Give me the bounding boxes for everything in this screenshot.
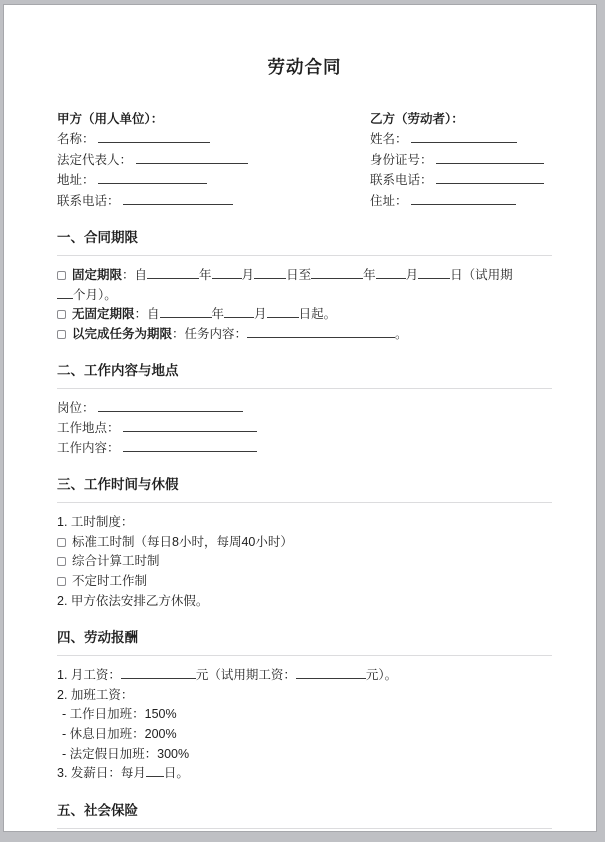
overtime-restday-row: - 休息日加班：200% — [62, 726, 177, 741]
text-run: ：自 — [134, 307, 160, 322]
parties-section — [57, 109, 552, 211]
blank-line — [254, 267, 286, 279]
section-divider — [57, 255, 552, 256]
payday-row — [57, 764, 552, 784]
field-label: 名称： — [57, 132, 95, 147]
text-run: 元）。 — [365, 668, 398, 683]
text-run: 3. 发薪日：每月 — [57, 766, 146, 781]
field-row-work-location — [57, 419, 552, 439]
text-run: 年 — [211, 307, 225, 322]
text-run: 元（试用期工资： — [195, 668, 296, 683]
blank-line — [147, 267, 199, 279]
section-work-content — [57, 362, 552, 458]
standard-hours-option — [57, 533, 552, 553]
section-divider — [57, 828, 552, 829]
blank-line — [123, 193, 233, 205]
document-page — [3, 4, 597, 832]
field-row-work-content — [57, 439, 552, 459]
blank-line — [411, 193, 516, 205]
blank-line — [212, 267, 242, 279]
text-run: ：任务内容： — [172, 326, 248, 341]
blank-line — [160, 306, 212, 318]
overtime-holiday-row: - 法定假日加班：300% — [62, 746, 190, 761]
option-label: 无固定期限 — [72, 307, 135, 322]
blank-line — [411, 131, 517, 143]
blank-line — [296, 667, 366, 679]
blank-line — [267, 306, 299, 318]
option-label: 固定期限 — [72, 268, 123, 283]
document-content — [4, 5, 596, 829]
blank-line — [146, 765, 164, 777]
text-run: 1. 月工资： — [57, 668, 121, 683]
field-label: 地址： — [57, 173, 95, 188]
text-run: 月 — [241, 268, 255, 283]
field-label: 法定代表人： — [57, 152, 133, 167]
leave-arrangement-text: 2. 甲方依法安排乙方休假。 — [57, 593, 209, 608]
option-label: 综合计算工时制 — [72, 554, 160, 569]
comprehensive-hours-option — [57, 552, 552, 572]
field-label: 工作内容： — [57, 440, 120, 455]
field-label: 岗位： — [57, 401, 95, 416]
field-row-residence — [370, 191, 552, 211]
text-run: 年 — [363, 268, 376, 283]
blank-line — [57, 287, 73, 299]
standard-hours-checkbox[interactable] — [57, 538, 66, 547]
fixed-term-option — [57, 266, 552, 305]
field-row-phone — [57, 191, 370, 211]
section-divider — [57, 388, 552, 389]
field-row-worker-phone — [370, 170, 552, 190]
section-compensation — [57, 629, 552, 784]
blank-line — [123, 420, 257, 432]
field-row-address — [57, 170, 370, 190]
overtime-weekday-row: - 工作日加班：150% — [62, 707, 177, 722]
text-run: 日起。 — [298, 307, 337, 322]
overtime-label: 2. 加班工资： — [57, 687, 134, 702]
party-b-heading: 乙方（劳动者）： — [370, 112, 464, 126]
field-label: 姓名： — [370, 132, 408, 147]
field-label: 联系电话： — [370, 173, 433, 188]
text-run: 年 — [199, 268, 212, 283]
open-term-checkbox[interactable] — [57, 310, 66, 319]
task-term-checkbox[interactable] — [57, 330, 66, 339]
flexible-hours-checkbox[interactable] — [57, 577, 66, 586]
field-label: 身份证号： — [370, 152, 433, 167]
blank-line — [98, 172, 207, 184]
party-a-heading: 甲方（用人单位）： — [57, 112, 164, 126]
comprehensive-hours-checkbox[interactable] — [57, 557, 66, 566]
fixed-term-checkbox[interactable] — [57, 271, 66, 280]
field-row-legal-rep — [57, 150, 370, 170]
section-heading: 四、劳动报酬 — [57, 630, 138, 646]
section-contract-term — [57, 229, 552, 344]
text-run: 日。 — [163, 766, 189, 781]
blank-line — [136, 152, 248, 164]
text-run: 个月）。 — [73, 287, 117, 302]
document-title: 劳动合同 — [267, 57, 342, 77]
blank-line — [436, 172, 544, 184]
section-working-hours — [57, 476, 552, 611]
field-row-position — [57, 399, 552, 419]
blank-line — [98, 400, 243, 412]
party-a-block — [57, 109, 370, 211]
section-divider — [57, 502, 552, 503]
flexible-hours-option — [57, 572, 552, 592]
field-row-id-number — [370, 150, 552, 170]
field-label: 住址： — [370, 193, 408, 208]
option-label: 不定时工作制 — [72, 573, 148, 588]
blank-line — [224, 306, 254, 318]
section-divider — [57, 655, 552, 656]
field-row-name — [57, 129, 370, 149]
text-run: ：自 — [122, 268, 148, 283]
blank-line — [123, 440, 257, 452]
section-heading: 二、工作内容与地点 — [57, 363, 179, 379]
text-run: 日至 — [286, 268, 312, 283]
blank-line — [376, 267, 406, 279]
section-heading: 五、社会保险 — [57, 802, 138, 818]
field-label: 工作地点： — [57, 421, 120, 435]
field-label: 联系电话： — [57, 193, 120, 208]
text-run: 月 — [405, 268, 419, 283]
blank-line — [247, 326, 395, 338]
section-heading: 一、合同期限 — [57, 230, 138, 246]
text-run: 月 — [254, 307, 267, 322]
section-social-insurance — [57, 802, 552, 829]
option-label: 标准工时制（每日8小时，每周40小时） — [72, 534, 293, 549]
hours-system-label: 1. 工时制度： — [57, 515, 134, 530]
party-b-block — [370, 109, 552, 211]
blank-line — [121, 667, 196, 679]
blank-line — [98, 131, 210, 143]
open-term-option — [57, 305, 552, 325]
monthly-salary-row — [57, 666, 552, 686]
option-label: 以完成任务为期限 — [72, 326, 173, 341]
text-run: 日（试用期 — [450, 268, 513, 283]
blank-line — [311, 267, 363, 279]
blank-line — [418, 267, 450, 279]
text-run: 。 — [395, 326, 408, 341]
blank-line — [436, 152, 544, 164]
field-row-worker-name — [370, 129, 552, 149]
section-heading: 三、工作时间与休假 — [57, 477, 179, 493]
task-term-option — [57, 325, 552, 345]
